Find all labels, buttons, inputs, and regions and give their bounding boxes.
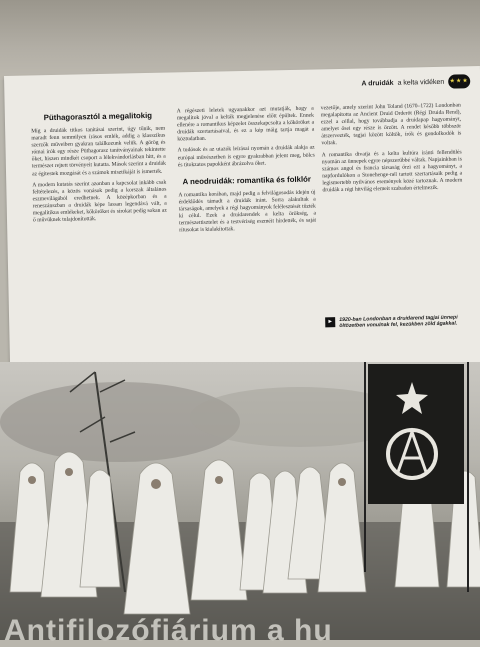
paragraph: A modern kutatás szerint azonban a kapcsolat inkább csak feltételezés, a közös vonások pedig a korszak általános eszmevilágából eredhetnek. A középkorban és a reneszánszban a druidák képe lassan legendává vált, a megalitikus emlékeket, kőköröket és sírokat pedig sokan az ő művüknek tulajdonították.: [32, 179, 167, 224]
magazine-page: [4, 66, 480, 376]
section-heading-pythagoras: Püthagorasztól a megalitokig: [43, 110, 153, 123]
text-column-2: [177, 106, 317, 239]
paragraph: A romantika divatja és a kelta kultúra iránti fellendülés nyomán az ünnepek egyre népszerűbbé váltak. Napjainkban is számos angol és francia társaság őrzi ezt a hagyományt, a napfordulókon a Stonehenge-nél tartott szertartásaik pedig a legismertebb nyilvános események közé tartoznak. A modern druidák a régi hitvilág elemeit szabadon értelmezik.: [321, 148, 463, 194]
caption-pointer-icon: ▸: [325, 317, 335, 327]
running-head: [361, 74, 470, 90]
text-column-3: [321, 102, 463, 198]
paragraph: vezetője, amely szerint John Toland (1670–1722) Londonban megalapította az Ancient Druid Orderöt (Régi Druida Rend), ezzel a céllal, hogy továbbadja a druidapap hagyományt, amelyet ősei egy része is őrzött. A rendet később többször átszervezték, tagjai között költők, írók és gondolkodók is voltak.: [320, 102, 462, 147]
overlay-headline: Antifilozófiárium a hu: [4, 614, 333, 647]
paragraph: A tudósok és az utazók leírásai nyomán a druidák alakja az európai művészetben is egyre gyakrabban jelent meg, bölcs és titokzatos papokként ábrázolva őket.: [177, 144, 315, 169]
series-badge-icon: ★★★: [448, 74, 470, 88]
paragraph: A régészeti leletek ugyanakkor azt mutatják, hogy a megalitok jóval a kelták megjelenése előtt épültek. Ennek ellenére a romantikus képzelet összekapcsolta a kőköröket a druidák szertartásaival, és ez a kép máig tartja magát a köztudatban.: [176, 105, 315, 143]
caption-text: 1920-ban Londonban a druidarend tagjai ünnepi öltözetben vonulnak fel, kezükben zöld ágakkal.: [339, 314, 458, 330]
text-column-1: [31, 109, 167, 229]
photo-illustration: [0, 362, 480, 640]
paragraph: Míg a druidák titkos tanításai szerint, úgy tűnik, nem maradt fenn semmilyen írásos emlék, addig a klasszikus szerzők műveiben gyakran találkozunk velük. A görög és római írók egy része Püthagorasz tanítványainak tekintette őket, hiszen mindkét csoport a lélekvándorlásban hitt, és a természet rejtett törvényeit kutatta. Mások szerint a druidák az égitestek mozgását és a számok misztikáját is ismerték.: [31, 125, 166, 177]
druid-procession-photo: [0, 362, 480, 640]
section-heading-neodruids: A neodruidák: romantika és folklór: [182, 174, 312, 187]
photo-caption: [325, 314, 465, 330]
running-head-section: A druidák: [361, 79, 394, 88]
paragraph: A romantika korában, majd pedig a felvilágosodás idején új érdeklődés támadt a druidák iránt. Sorra alakultak a társaságok, amelyek a régi hagyományok felélesztését tűzték ki célul. Ezek a druidarendek a kelta örökség, a természettisztelet és a testvériség eszméit hirdették, és saját rítusokat is kialakítottak.: [178, 189, 317, 234]
running-head-subtitle: a kelta vidéken: [397, 78, 445, 87]
